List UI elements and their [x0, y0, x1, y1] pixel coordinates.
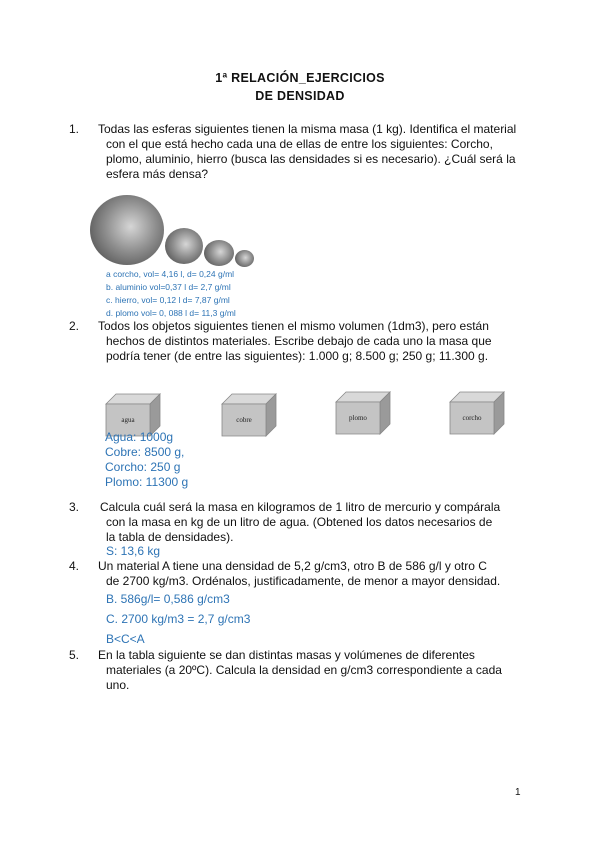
sphere-tiny — [235, 250, 254, 267]
q2-answer-cobre: Cobre: 8500 g, — [105, 445, 185, 459]
q2-answer-plomo: Plomo: 11300 g — [105, 475, 189, 489]
title-line-2: DE DENSIDAD — [255, 89, 345, 103]
cube-label-corcho: corcho — [462, 414, 482, 422]
q2-line-3: podría tener (de entre las siguientes): 1.000 g; 8.500 g; 250 g; 11.300 g. — [106, 349, 489, 363]
q1-answer-a: a corcho, vol= 4,16 l, d= 0,24 g/ml — [106, 269, 235, 279]
cube-cobre — [220, 392, 278, 438]
q4-line-1: Un material A tiene una densidad de 5,2 g/cm3, otro B de 586 g/l y otro C — [98, 559, 487, 573]
q1-answer-b: b. aluminio vol=0,37 l d= 2,7 g/ml — [106, 282, 231, 292]
sphere-medium — [165, 228, 203, 264]
q5-line-3: uno. — [106, 678, 130, 692]
q3-answer: S: 13,6 kg — [106, 544, 161, 558]
q4-answer-c: C. 2700 kg/m3 = 2,7 g/cm3 — [106, 612, 251, 626]
q3-line-2: con la masa en kg de un litro de agua. (Obtened los datos necesarios de — [106, 515, 493, 529]
q4-number: 4. — [69, 559, 80, 573]
q5-line-2: materiales (a 20ºC). Calcula la densidad en g/cm3 correspondiente a cada — [106, 663, 502, 677]
q1-answer-c: c. hierro, vol= 0,12 l d= 7,87 g/ml — [106, 295, 230, 305]
q1-number: 1. — [69, 122, 80, 136]
cube-label-cobre: cobre — [236, 416, 252, 424]
q5-line-1: En la tabla siguiente se dan distintas masas y volúmenes de diferentes — [98, 648, 475, 662]
q4-answer-order: B<C<A — [106, 632, 145, 646]
cube-label-plomo: plomo — [349, 414, 367, 422]
cube-plomo — [334, 390, 392, 436]
q4-line-2: de 2700 kg/m3. Ordénalos, justificadamente, de menor a mayor densidad. — [106, 574, 501, 588]
q2-number: 2. — [69, 319, 80, 333]
q1-answer-d: d. plomo vol= 0, 088 l d= 11,3 g/ml — [106, 308, 236, 318]
q1-line-1: Todas las esferas siguientes tienen la misma masa (1 kg). Identifica el material — [98, 122, 517, 136]
q3-line-1: Calcula cuál será la masa en kilogramos de 1 litro de mercurio y compárala — [100, 500, 501, 514]
q5-number: 5. — [69, 648, 80, 662]
q1-line-3: plomo, aluminio, hierro (busca las densidades si es necesario). ¿Cuál será la — [106, 152, 516, 166]
cube-corcho — [448, 390, 506, 436]
q1-line-2: con el que está hecho cada una de ellas de entre los siguientes: Corcho, — [106, 137, 493, 151]
page-number: 1 — [515, 787, 521, 798]
q4-answer-b: B. 586g/l= 0,586 g/cm3 — [106, 592, 230, 606]
q3-line-3: la tabla de densidades). — [106, 530, 234, 544]
sphere-large — [90, 195, 164, 265]
sphere-small — [204, 240, 234, 266]
q3-number: 3. — [69, 500, 80, 514]
cube-label-agua: agua — [121, 416, 135, 424]
q2-line-1: Todos los objetos siguientes tienen el mismo volumen (1dm3), pero están — [98, 319, 489, 333]
q1-line-4: esfera más densa? — [106, 167, 209, 181]
title-line-1: 1ª RELACIÓN_EJERCICIOS — [215, 71, 385, 85]
q2-answer-agua: Agua: 1000g — [105, 430, 174, 444]
q2-line-2: hechos de distintos materiales. Escribe debajo de cada uno la masa que — [106, 334, 492, 348]
q2-answer-corcho: Corcho: 250 g — [105, 460, 181, 474]
